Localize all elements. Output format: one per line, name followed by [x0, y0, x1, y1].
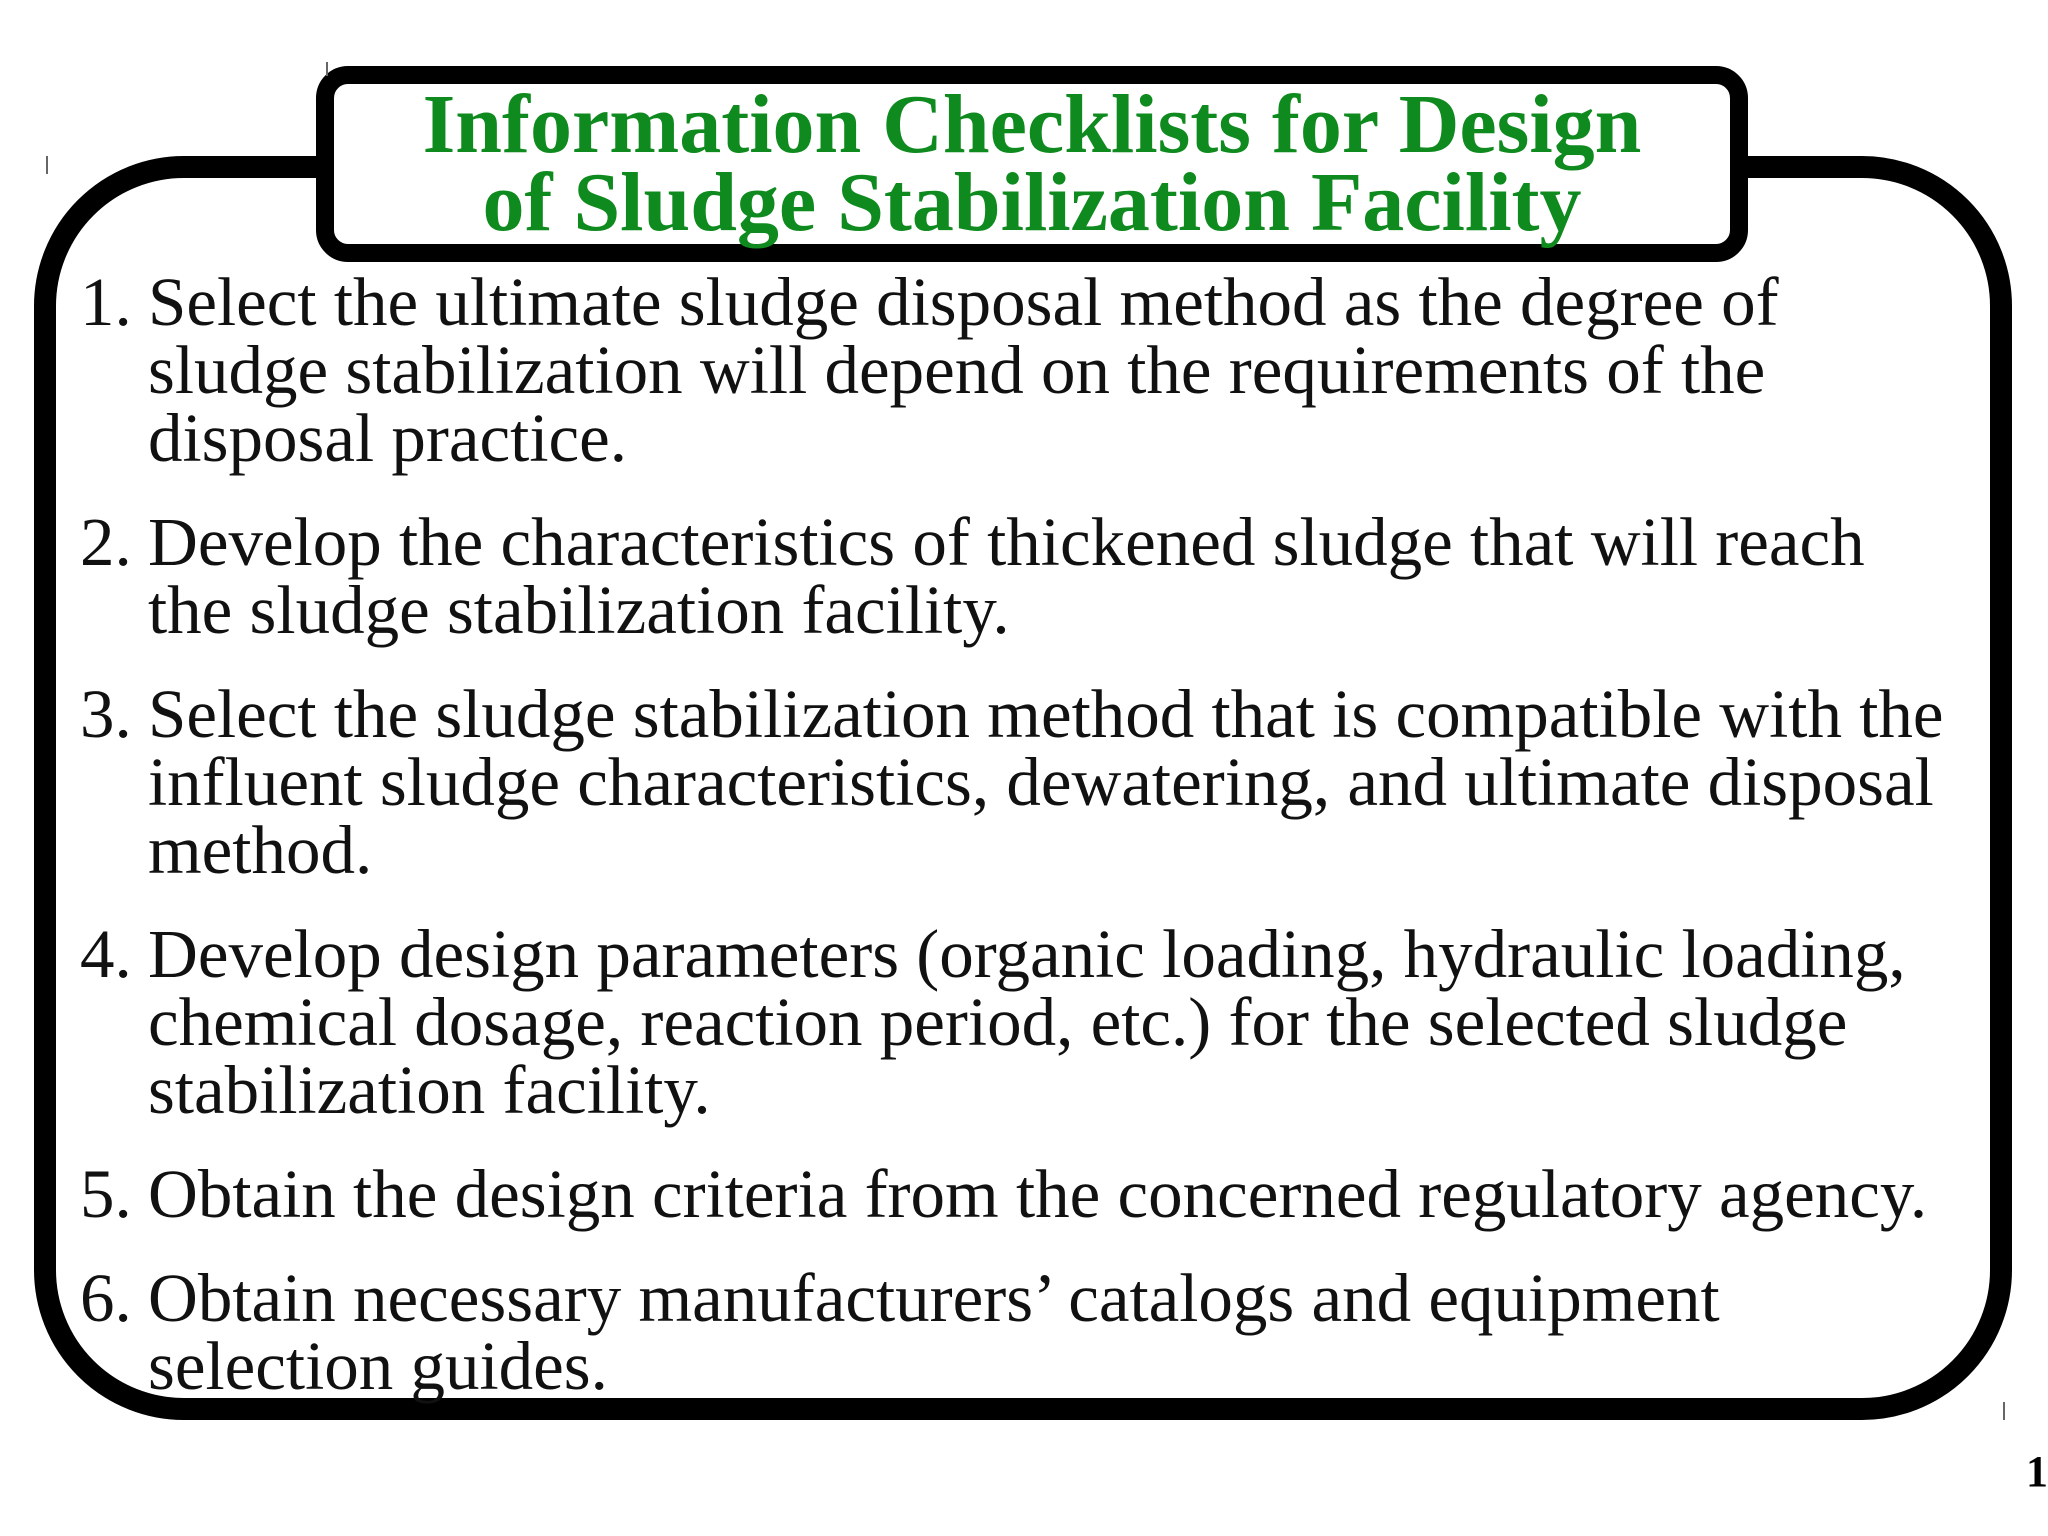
item-text-line: chemical dosage, reaction period, etc.) for the selected sludge: [148, 984, 1848, 1060]
item-spacer: [80, 644, 2030, 680]
title-line-1: Information Checklists for Design: [422, 78, 1642, 171]
checklist-item-6: [80, 1260, 2030, 1404]
item-text-line: Obtain necessary manufacturers’ catalogs and equipment: [148, 1260, 1720, 1336]
item-number: 1.: [80, 264, 132, 340]
item-text-line: method.: [148, 812, 373, 888]
item-number: 2.: [80, 504, 132, 580]
item-number: 4.: [80, 916, 132, 992]
item-text-line: Develop the characteristics of thickened sludge that will reach: [148, 504, 1865, 580]
title-line-2: of Sludge Stabilization Facility: [482, 156, 1582, 249]
item-spacer: [80, 472, 2030, 508]
item-spacer: [80, 1124, 2030, 1160]
item-text-line: Select the sludge stabilization method that is compatible with the: [148, 676, 1944, 752]
item-text-line: influent sludge characteristics, dewatering, and ultimate disposal: [148, 744, 1934, 820]
checklist-item-4: [80, 916, 2030, 1128]
checklist-item-2: [80, 504, 2030, 648]
item-text-line: the sludge stabilization facility.: [148, 572, 1010, 648]
crop-mark-top-left: [46, 156, 48, 174]
item-text-line: Develop design parameters (organic loading, hydraulic loading,: [148, 916, 1906, 992]
crop-mark-top-center: [326, 62, 328, 76]
checklist-item-1: [80, 264, 2030, 476]
item-spacer: [80, 884, 2030, 920]
item-text-line: Select the ultimate sludge disposal method as the degree of: [148, 264, 1779, 340]
checklist: [80, 264, 2030, 1404]
item-number: 5.: [80, 1156, 132, 1232]
checklist-item-3: [80, 676, 2030, 888]
item-number: 3.: [80, 676, 132, 752]
item-spacer: [80, 1228, 2030, 1264]
item-number: 6.: [80, 1260, 132, 1336]
item-text-line: sludge stabilization will depend on the requirements of the: [148, 332, 1766, 408]
checklist-item-5: [80, 1156, 2030, 1232]
item-text-line: disposal practice.: [148, 400, 627, 476]
item-text-line: selection guides.: [148, 1328, 608, 1404]
item-text-line: stabilization facility.: [148, 1052, 711, 1128]
page-number: 1: [2026, 1447, 2048, 1496]
crop-mark-bottom-right: [2003, 1402, 2005, 1420]
title-banner: [316, 66, 1748, 262]
item-text-line: Obtain the design criteria from the concerned regulatory agency.: [148, 1156, 1928, 1232]
